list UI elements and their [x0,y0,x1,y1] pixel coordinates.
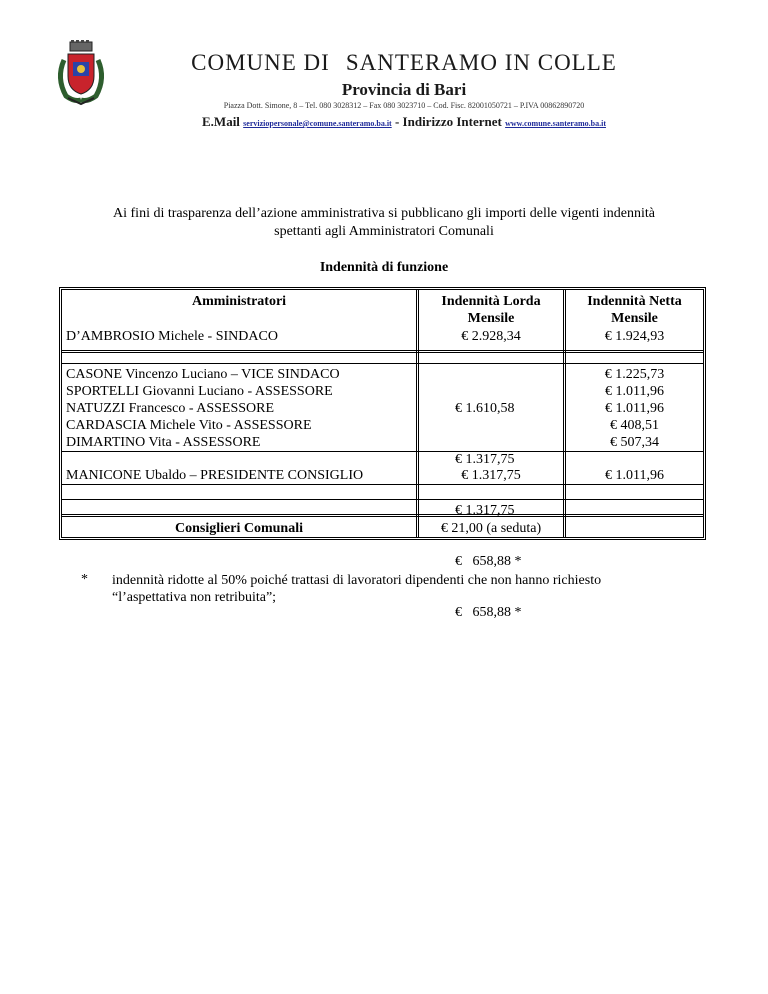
row-divider [62,363,703,364]
table-row-name: DIMARTINO Vita - ASSESSORE [66,435,261,450]
intro-text [60,205,708,241]
sindaco-gross: € 2.928,34 [461,329,521,344]
title-part-2: SANTERAMO IN COLLE [345,50,617,75]
intro-line-2: spettanti agli Amministratori Comunali [274,224,494,239]
table-row-name: CARDASCIA Michele Vito - ASSESSORE [66,418,312,433]
header-net-allowance [566,293,703,327]
website-label: Indirizzo Internet [402,114,502,129]
header-gross-line-2: Mensile [467,311,515,326]
row-divider [62,499,703,500]
table-row-name: SPORTELLI Giovanni Luciano - ASSESSORE [66,384,333,399]
table-row-net: € 408,51 [610,418,659,433]
header-net-line-1: Indennità Netta [587,294,682,309]
presidente-gross: € 1.317,75 [461,468,521,483]
sindaco-name: D’AMBROSIO Michele - SINDACO [66,329,278,344]
section-subtitle: Indennità di funzione [319,260,449,275]
consiglieri-name: Consiglieri Comunali [175,521,303,536]
footnote-mark: * [81,572,88,587]
giunta-names [66,366,340,451]
email-link[interactable]: serviziopersonale@comune.santeramo.ba.it [243,119,392,128]
table-row-net: € 1.011,96 [605,401,664,416]
presidente-name: MANICONE Ubaldo – PRESIDENTE CONSIGLIO [66,468,364,483]
giunta-gross [455,366,522,655]
table-row-gross: € 1.610,58 [455,401,515,416]
intro-line-1: Ai fini di trasparenza dell’azione amministrativa si pubblicano gli importi delle vigenti indennità [113,206,655,221]
presidente-net: € 1.011,96 [605,468,664,483]
table-row-net: € 1.225,73 [604,367,665,382]
province-name: Provincia di Bari [341,80,467,99]
contact-line [0,114,768,130]
row-divider [62,350,703,353]
email-label: E.Mail [202,114,240,129]
table-row-gross: € 1.317,75 [455,503,515,518]
row-divider [62,484,703,485]
sindaco-net: € 1.924,93 [604,329,665,344]
municipality-title [0,50,768,76]
consiglieri-gross: € 21,00 (a seduta) [440,521,542,536]
table-row-net: € 507,34 [610,435,659,450]
footnote-text [112,572,732,606]
table-row-gross: € 658,88 * [455,554,522,569]
address-line: Piazza Dott. Simone, 8 – Tel. 080 3028312 – Fax 080 3023710 – Cod. Fisc. 82001050721 – P.IVA 00862890720 [223,101,585,110]
header-administrators: Amministratori [191,294,287,309]
contact-separator: - [394,114,400,129]
row-divider [62,451,703,452]
table-row-name: NATUZZI Francesco - ASSESSORE [66,401,275,416]
header-gross-line-1: Indennità Lorda [441,294,541,309]
table-row-gross: € 1.317,75 [455,452,515,467]
table-row-net: € 1.011,96 [605,384,664,399]
table-row-gross: € 658,88 * [455,605,522,620]
website-link[interactable]: www.comune.santeramo.ba.it [505,119,606,128]
row-divider [62,514,703,517]
header-net-line-2: Mensile [611,311,658,326]
title-part-1: COMUNE DI [191,50,330,75]
giunta-net [566,366,703,451]
footnote-line-1: indennità ridotte al 50% poiché trattasi di lavoratori dipendenti che non hanno richiesto [112,573,602,588]
header-gross-allowance [419,293,563,327]
footnote-line-2: “l’aspettativa non retribuita”; [112,590,277,605]
table-row-name: CASONE Vincenzo Luciano – VICE SINDACO [66,367,340,382]
